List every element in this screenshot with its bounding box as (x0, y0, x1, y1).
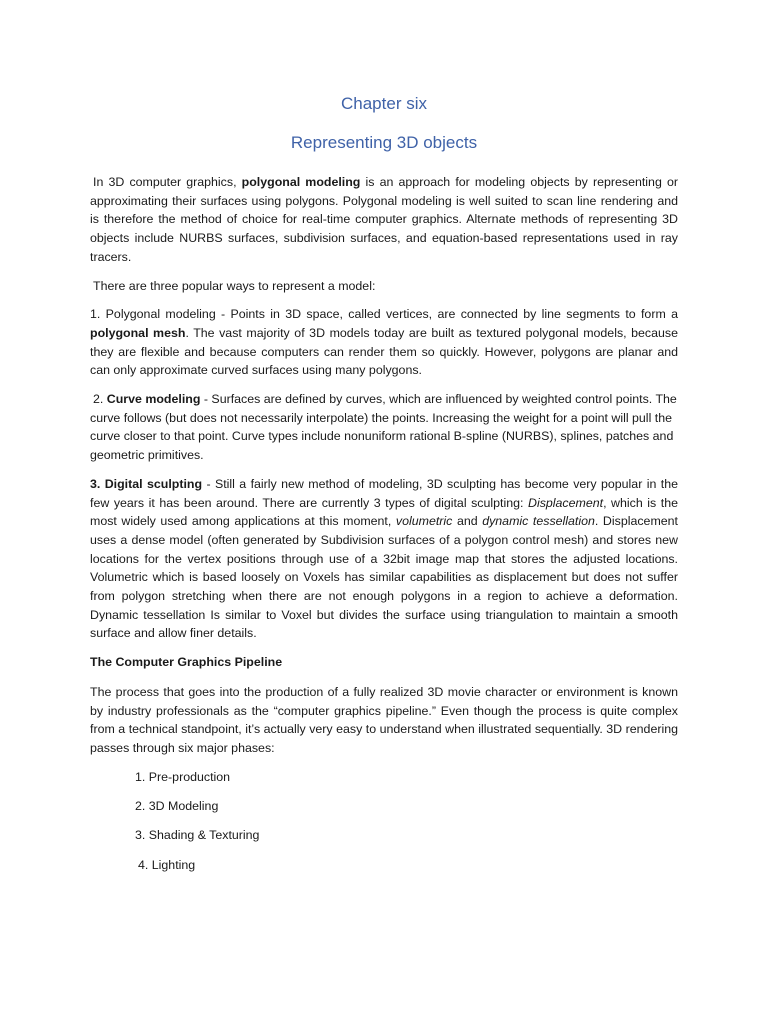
polygonal-modeling-paragraph (90, 305, 678, 380)
polygonal-text-2: . The vast majority of 3D models today are built as textured polygonal models, because they are flexible and because computers can render them so quickly. However, polygons are planar and can only approximate curved surfaces using many polygons. (90, 325, 678, 378)
sculpting-text-3: and (452, 514, 483, 529)
sculpting-bold-term: 3. Digital sculpting (90, 476, 203, 491)
curve-text-1: 2. (93, 392, 107, 407)
intro-paragraph (90, 173, 678, 267)
sculpting-text-4: . Displacement uses a dense model (often generated by Subdivision surfaces of a polygon control mesh) and stores new locations for the vertex positions through use of a 32bit image map that stores the adjusted locations. Volumetric which is based loosely on Voxels has similar capabilities as displacement but does not suffer from polygon stretching when there are not enough polygons in a region to achieve a deformation. Dynamic tessellation Is similar to Voxel but divides the surface using triangulation to maintain a smooth surface and allow finer details. (90, 514, 678, 641)
intro-text-1: In 3D computer graphics, (93, 175, 242, 189)
pipeline-heading: The Computer Graphics Pipeline (90, 655, 283, 670)
list-item: 1. Pre-production (135, 769, 231, 784)
sculpting-italic-dynamic: dynamic tessellation (482, 514, 595, 529)
pipeline-paragraph: The process that goes into the production of a fully realized 3D movie character or environment is known by industry professionals as the “computer graphics pipeline.” Even though the process is quite complex from a technical standpoint, it’s actually very easy to understand when illustrated sequentially. 3D rendering passes through six major phases: (90, 684, 678, 755)
document-page (90, 92, 678, 885)
list-item: 3. Shading & Texturing (135, 828, 260, 843)
sculpting-italic-displacement: Displacement (528, 495, 604, 510)
sculpting-italic-volumetric: volumetric (395, 514, 453, 529)
digital-sculpting-paragraph (90, 475, 678, 643)
chapter-title: Representing 3D objects (290, 133, 478, 152)
sculpting-text-1: - Still a fairly new method of modeling, 3D sculpting has become very popular in the few years it has been around. There are currently 3 types of digital sculpting: (90, 476, 678, 510)
phase-list (90, 768, 678, 875)
polygonal-bold-term: polygonal mesh (90, 325, 186, 340)
curve-modeling-paragraph (90, 390, 678, 465)
intro-bold-term: polygonal modeling (241, 175, 361, 189)
sculpting-text-2: , which is the most widely used among applications at this moment, (90, 495, 678, 529)
polygonal-text-1: 1. Polygonal modeling - Points in 3D space, called vertices, are connected by line segments to form a (90, 307, 678, 322)
list-item: 4. Lighting (138, 857, 196, 872)
list-item: 2. 3D Modeling (135, 799, 219, 814)
curve-text-2: - Surfaces are defined by curves, which are influenced by weighted control points. The curve follows (but does not necessarily interpolate) the points. Increasing the weight for a point will pull the curve closer to that point. Curve types include nonuniform rational B-spline (NURBS), splines, patches and geometric primitives. (90, 392, 677, 463)
curve-bold-term: Curve modeling (106, 392, 201, 407)
chapter-heading: Chapter six (341, 94, 427, 113)
ways-intro-paragraph: There are three popular ways to represent a model: (93, 278, 376, 293)
intro-text-2: is an approach for modeling objects by representing or approximating their surfaces using polygons. Polygonal modeling is well suited to scan line rendering and is therefore the method of choice for real-time computer graphics. Alternate methods of representing 3D objects include NURBS surfaces, subdivision surfaces, and equation-based representations used in ray tracers. (90, 175, 678, 264)
